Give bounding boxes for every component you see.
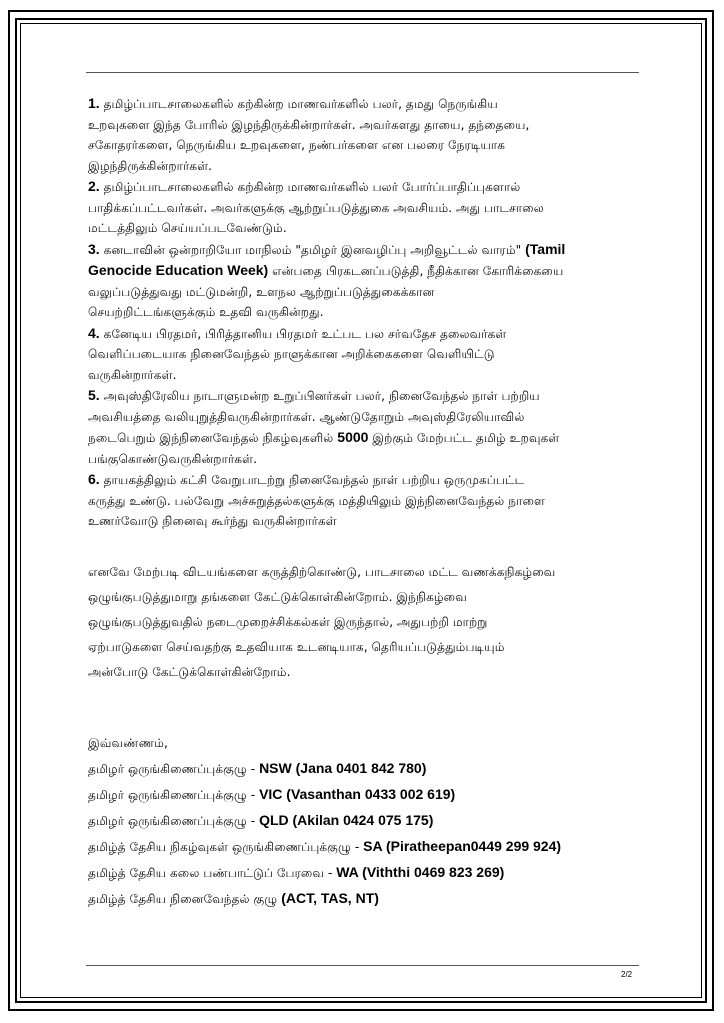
list-item-1 [88,93,648,176]
item-number: 3. [88,240,100,257]
item-3-line-2 [88,260,648,282]
closing-line: எனவே மேற்படி விடயங்களை கருத்திற்கொண்டு, பாடசாலை மட்ட வணக்கநிகழ்வை [88,564,556,579]
item-text: வருகின்றார்கள். [88,367,177,382]
item-text: தாயகத்திலும் கட்சி வேறுபாடற்று நினைவேந்தல் நாள் பற்றிய ஒருமுகப்பட்ட [103,473,525,487]
item-number: 5. [88,387,100,403]
contact-org: தமிழ்த் தேசிய நினைவேந்தல் குழு [88,891,278,906]
item-text: இற்கும் மேற்பட்ட தமிழ் உறவுகள் [372,431,560,445]
item-text: வெளிப்படையாக நினைவேந்தல் நாளுக்கான அறிக்கைகளை வெளியிட்டு [88,347,495,361]
item-text: வலுப்படுத்துவது மட்டுமன்றி, உளநல ஆற்றுப்படுத்துகைக்கான [88,284,435,299]
item-text: செயற்றிட்டங்களுக்கும் உதவி வருகின்றது. [88,305,324,319]
closing-line: ஒழுங்குபடுத்துவதில் நடைமுறைச்சிக்கல்கள் இருந்தால், அதுபற்றி மாற்று [88,614,488,629]
item-3-line-1 [88,239,648,261]
contact-org: தமிழ்த் தேசிய நிகழ்வுகள் ஒருங்கிணைப்புக்குழு - [88,839,360,854]
list-item-4 [88,323,648,386]
item-text: தமிழ்ப்பாடசாலைகளில் கற்கின்ற மாணவர்களில் பலர், தமது நெருங்கிய [103,97,498,111]
contact-line [88,808,648,834]
item-text: பங்குகொண்டுவருகின்றார்கள். [88,451,258,466]
item-text: நடைபெறும் இந்நினைவேந்தல் நிகழ்வுகளில் [88,431,334,445]
contact-detail: (ACT, TAS, NT) [281,889,379,906]
contact-detail: WA (Viththi 0469 823 269) [336,863,505,880]
item-2-line-1 [88,176,648,198]
document-body [88,93,648,912]
item-number: 1. [88,95,100,111]
item-5-line-3 [88,427,648,449]
footer-rule [86,965,639,966]
header-rule [86,72,639,73]
list-item-2 [88,176,648,239]
item-number: 4. [88,324,100,341]
item-text: தமிழ்ப்பாடசாலைகளில் கற்கின்ற மாணவர்களில் பலர் போர்ப்பாதிப்புகளால் [103,180,521,194]
contact-detail: SA (Piratheepan0449 299 924) [363,837,562,854]
list-item-5 [88,385,648,469]
contact-detail: QLD (Akilan 0424 075 175) [259,811,434,828]
item-text: கனடாவின் ஒன்றாறியோ மாநிலம் "தமிழர் இனவழிப்பு அறிவூட்டல் வாரம்" [103,242,522,257]
contact-org: தமிழ்த் தேசிய கலை பண்பாட்டுப் பேரவை - [88,865,333,880]
contact-line [88,860,648,886]
closing-line: அன்போடு கேட்டுக்கொள்கின்றோம். [88,664,291,679]
item-number: 6. [88,471,100,487]
item-text: மட்டத்திலும் செய்யப்படவேண்டும். [88,221,287,235]
contact-org: தமிழர் ஒருங்கிணைப்புக்குழு - [88,787,256,802]
item-text: இழந்திருக்கின்றார்கள். [88,158,213,173]
item-text: கருத்து உண்டு. பல்வேறு அச்சுறுத்தல்களுக்கு மத்தியிலும் இந்நினைவேந்தல் நாளை [88,493,545,508]
item-5-line-1 [88,385,648,407]
item-latin-text: (Tamil [525,240,566,257]
item-text: அவசியத்தை வலியுறுத்திவருகின்றார்கள். ஆண்டுதோறும் அவுஸ்திரேலியாவில் [88,409,525,424]
item-text: அவுஸ்திரேலிய நாடாளுமன்ற உறுப்பினர்கள் பலர், நினைவேந்தல் நாள் பற்றிய [103,389,540,403]
contact-detail: NSW (Jana 0401 842 780) [259,759,427,776]
closing-line: ஒழுங்குபடுத்துமாறு தங்களை கேட்டுக்கொள்கின்றோம். இந்நிகழ்வை [88,589,467,604]
closing-paragraph [88,560,648,685]
contact-org: தமிழர் ஒருங்கிணைப்புக்குழு - [88,761,256,776]
item-number: 2. [88,178,100,194]
contact-line [88,782,648,808]
list-item-3 [88,239,648,323]
list-item-6 [88,469,648,532]
closing-line: ஏற்பாடுகளை செய்வதற்கு உதவியாக உடனடியாக, தெரியப்படுத்தும்படியும் [88,639,505,654]
contact-line [88,756,648,782]
item-latin-text: Genocide Education Week) [88,262,269,278]
item-text: உணர்வோடு நினைவு கூர்ந்து வருகின்றார்கள் [88,514,337,528]
contact-org: தமிழர் ஒருங்கிணைப்புக்குழு - [88,813,256,828]
item-6-line-1 [88,469,648,491]
item-text: கனேடிய பிரதமர், பிரித்தானிய பிரதமர் உட்பட பல சர்வதேச தலைவர்கள் [103,326,507,341]
contact-line [88,834,648,860]
contact-detail: VIC (Vasanthan 0433 002 619) [259,785,456,802]
signature-block [88,731,648,912]
item-text: சகோதரர்களை, நெருங்கிய உறவுகளை, நண்பர்களை என பலரை நேரடியாக [88,138,506,152]
contact-line [88,886,648,912]
item-text: என்பதை பிரகடனப்படுத்தி, நீதிக்கான கோரிக்கையை [272,264,564,278]
item-count: 5000 [337,429,369,445]
item-text: பாதிக்கப்பட்டவர்கள். அவர்களுக்கு ஆற்றுப்படுத்துகை அவசியம். அது பாடசாலை [88,200,544,215]
item-1-line-1 [88,93,648,115]
item-text: உறவுகளை இந்த போரில் இழந்திருக்கின்றார்கள். அவர்களது தாயை, தந்தையை, [88,117,530,132]
item-4-line-1 [88,323,648,345]
page-number: 2/2 [621,970,633,979]
signature-greeting: இவ்வண்ணம், [88,735,168,750]
